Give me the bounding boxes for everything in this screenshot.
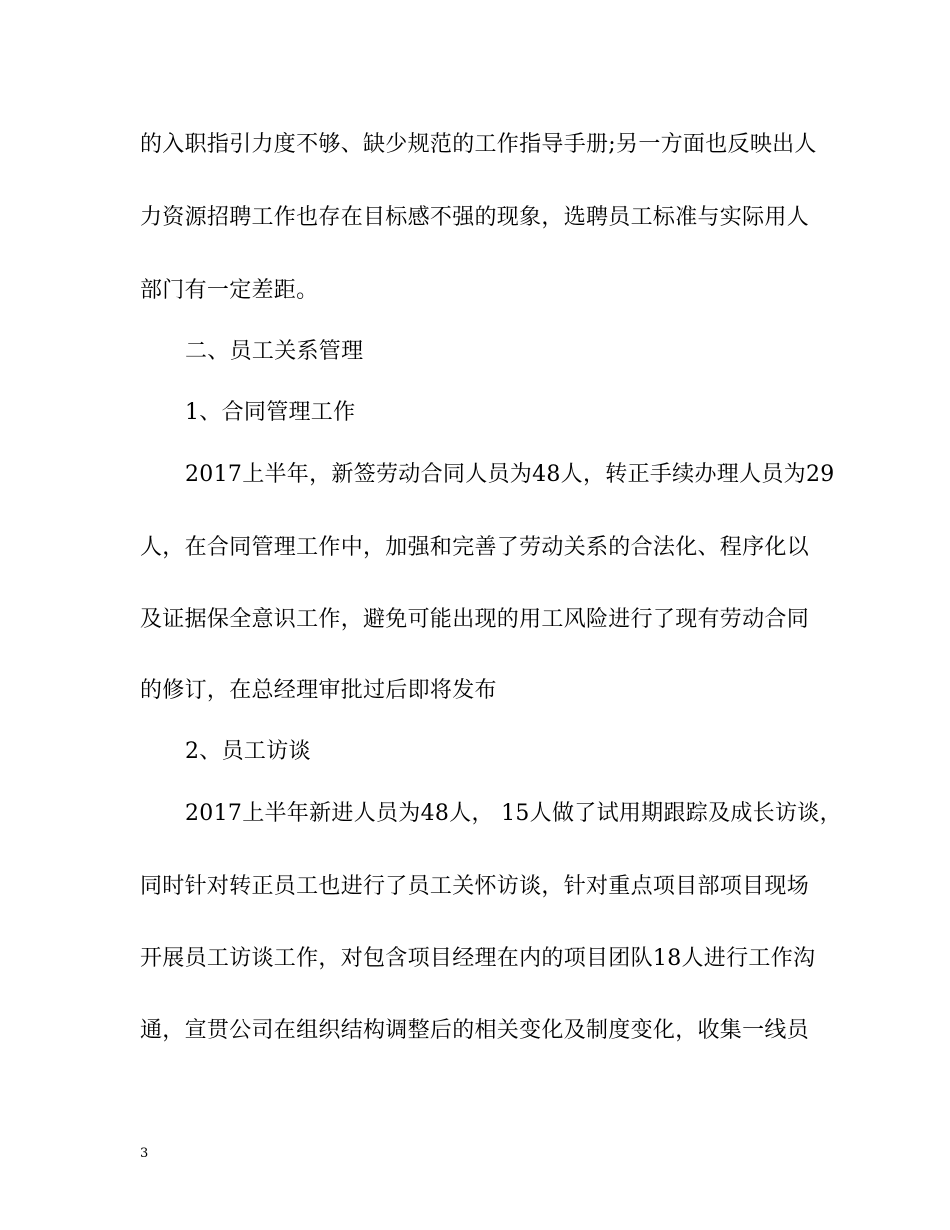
section-heading: 二、员工关系管理 [185,339,364,364]
text-line: 及证据保全意识工作，避免可能出现的用工风险进行了现有劳动合同 [140,607,810,632]
text-line: 的修订，在总经理审批过后即将发布 [140,678,497,703]
text-line: 同时针对转正员工也进行了员工关怀访谈，针对重点项目部项目现场 [140,874,810,899]
text-line: 部门有一定差距。 [140,278,319,303]
text-line: 力资源招聘工作也存在目标感不强的现象，选聘员工标准与实际用人 [140,205,810,230]
text-line: 通，宣贯公司在组织结构调整后的相关变化及制度变化，收集一线员 [140,1018,810,1043]
text-line: 的入职指引力度不够、缺少规范的工作指导手册;另一方面也反映出人 [140,132,817,157]
page-number: 3 [140,1146,149,1161]
text-line: 2017上半年，新签劳动合同人员为48人，转正手续办理人员为29 [185,462,835,487]
text-line: 开展员工访谈工作，对包含项目经理在内的项目团队18人进行工作沟 [140,946,816,971]
subsection-heading: 1、合同管理工作 [185,400,356,425]
text-line: 人，在合同管理工作中，加强和完善了劳动关系的合法化、程序化以 [140,535,810,560]
subsection-heading: 2、员工访谈 [185,739,311,764]
text-line: 2017上半年新进人员为48人， 15人做了试用期跟踪及成长访谈， [185,801,842,826]
